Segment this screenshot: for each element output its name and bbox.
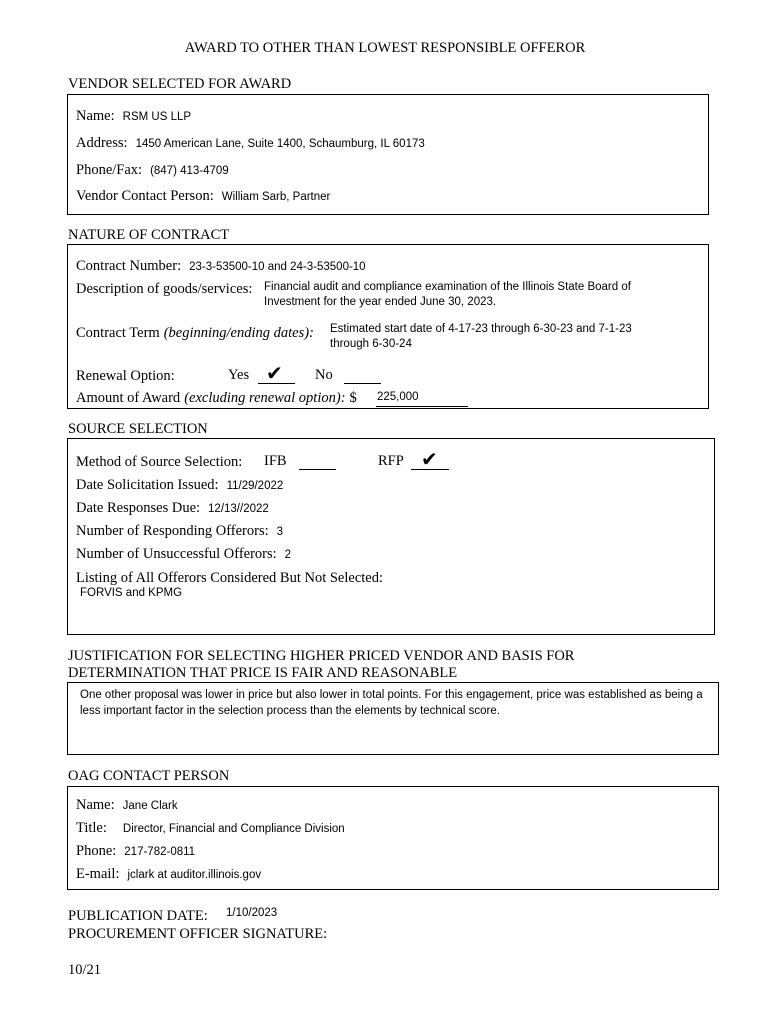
justification-text: One other proposal was lower in price but also lower in total points. For this engagement, price was established as being a less important factor in the selection process than the elements by technical score. <box>80 689 703 717</box>
listing-row <box>76 569 383 587</box>
publication-date-value: 1/10/2023 <box>226 907 278 919</box>
rfp-checkmark-icon: ✔ <box>421 447 438 471</box>
vendor-phone-value: (847) 413-4709 <box>150 165 229 177</box>
source-heading: SOURCE SELECTION <box>68 421 208 437</box>
contract-description-line-1: Financial audit and compliance examination of the Illinois State Board of <box>264 281 631 293</box>
vendor-name-row <box>76 107 191 125</box>
amount-field[interactable] <box>376 390 468 407</box>
oag-name-value: Jane Clark <box>122 800 178 812</box>
due-row <box>76 499 269 517</box>
renewal-no-label: No <box>315 367 333 383</box>
method-label: Method of Source Selection: <box>76 454 243 470</box>
issued-row <box>76 476 283 494</box>
responding-row <box>76 522 283 540</box>
justification-heading-line-1: JUSTIFICATION FOR SELECTING HIGHER PRICED VENDOR AND BASIS FOR <box>68 648 575 664</box>
renewal-yes-checkmark-icon: ✔ <box>266 361 283 385</box>
contract-term-line-1: Estimated start date of 4-17-23 through 6-30-23 and 7-1-23 <box>330 323 632 335</box>
renewal-no-field[interactable] <box>344 363 381 384</box>
contract-term-label: Contract Term <box>76 325 160 341</box>
unsuccessful-value: 2 <box>284 549 292 561</box>
issued-label: Date Solicitation Issued: <box>76 477 219 493</box>
contract-heading: NATURE OF CONTRACT <box>68 227 230 243</box>
contract-number-row <box>76 257 366 275</box>
oag-phone-row <box>76 842 195 860</box>
vendor-address-label: Address: <box>76 135 128 151</box>
oag-box <box>67 786 719 890</box>
form-title: AWARD TO OTHER THAN LOWEST RESPONSIBLE OFFEROR <box>184 40 586 56</box>
amount-label-italic: (excluding renewal option): <box>184 390 346 406</box>
unsuccessful-row <box>76 545 291 563</box>
ifb-field[interactable] <box>299 451 336 470</box>
vendor-name-value: RSM US LLP <box>122 111 192 123</box>
contract-number-label: Contract Number: <box>76 258 182 274</box>
vendor-address-row <box>76 134 425 152</box>
renewal-yes-label: Yes <box>228 367 250 383</box>
vendor-address-value: 1450 American Lane, Suite 1400, Schaumburg, IL 60173 <box>135 138 425 150</box>
oag-title-label: Title: <box>76 820 107 836</box>
vendor-contact-label: Vendor Contact Person: <box>76 188 214 204</box>
renewal-yes-field[interactable] <box>258 363 295 384</box>
listing-label: Listing of All Offerors Considered But Not Selected: <box>76 570 384 586</box>
contract-number-value: 23-3-53500-10 and 24-3-53500-10 <box>189 261 366 273</box>
justification-box <box>67 682 719 755</box>
listing-value: FORVIS and KPMG <box>80 587 183 599</box>
contract-box <box>67 244 709 409</box>
contract-term-line-2: through 6-30-24 <box>330 338 412 350</box>
oag-heading: OAG CONTACT PERSON <box>68 768 230 784</box>
oag-email-value: jclark at auditor.illinois.gov <box>127 869 262 881</box>
oag-name-label: Name: <box>76 797 115 813</box>
due-value: 12/13//2022 <box>208 503 269 515</box>
rfp-label: RFP <box>378 453 404 469</box>
renewal-option-row <box>76 367 175 385</box>
oag-phone-label: Phone: <box>76 843 117 859</box>
contract-description-label: Description of goods/services: <box>76 281 253 297</box>
vendor-phone-label: Phone/Fax: <box>76 162 143 178</box>
publication-date-row <box>68 908 208 925</box>
rfp-field[interactable] <box>411 449 449 470</box>
oag-email-row <box>76 865 261 883</box>
vendor-name-label: Name: <box>76 108 115 124</box>
vendor-heading: VENDOR SELECTED FOR AWARD <box>68 76 292 92</box>
contract-term-label-italic: (beginning/ending dates): <box>163 325 314 341</box>
amount-label: Amount of Award <box>76 390 181 406</box>
justification-heading-line-2: DETERMINATION THAT PRICE IS FAIR AND REASONABLE <box>68 665 458 681</box>
oag-phone-value: 217-782-0811 <box>124 846 196 858</box>
source-box <box>67 438 715 635</box>
vendor-box <box>67 94 709 215</box>
responding-label: Number of Responding Offerors: <box>76 523 269 539</box>
vendor-phone-row <box>76 161 229 179</box>
vendor-contact-row <box>76 187 330 205</box>
responding-value: 3 <box>276 526 284 538</box>
publication-date-label: PUBLICATION DATE: <box>68 908 208 924</box>
amount-currency: $ <box>349 390 357 406</box>
contract-description-label-row <box>76 280 252 298</box>
oag-title-value: Director, Financial and Compliance Division <box>122 823 345 835</box>
form-version: 10/21 <box>68 962 102 978</box>
oag-name-row <box>76 796 178 814</box>
contract-term-label-row <box>76 324 314 342</box>
oag-email-label: E-mail: <box>76 866 120 882</box>
due-label: Date Responses Due: <box>76 500 201 516</box>
issued-value: 11/29/2022 <box>226 480 284 492</box>
contract-description-line-2: Investment for the year ended June 30, 2023. <box>264 296 497 308</box>
signature-label: PROCUREMENT OFFICER SIGNATURE: <box>68 926 328 942</box>
unsuccessful-label: Number of Unsuccessful Offerors: <box>76 546 277 562</box>
method-row <box>76 453 242 471</box>
ifb-label: IFB <box>264 453 287 469</box>
oag-title-row <box>76 819 345 837</box>
amount-row <box>76 389 357 407</box>
renewal-option-label: Renewal Option: <box>76 368 175 384</box>
vendor-contact-value: William Sarb, Partner <box>221 191 331 203</box>
amount-value: 225,000 <box>377 391 419 403</box>
